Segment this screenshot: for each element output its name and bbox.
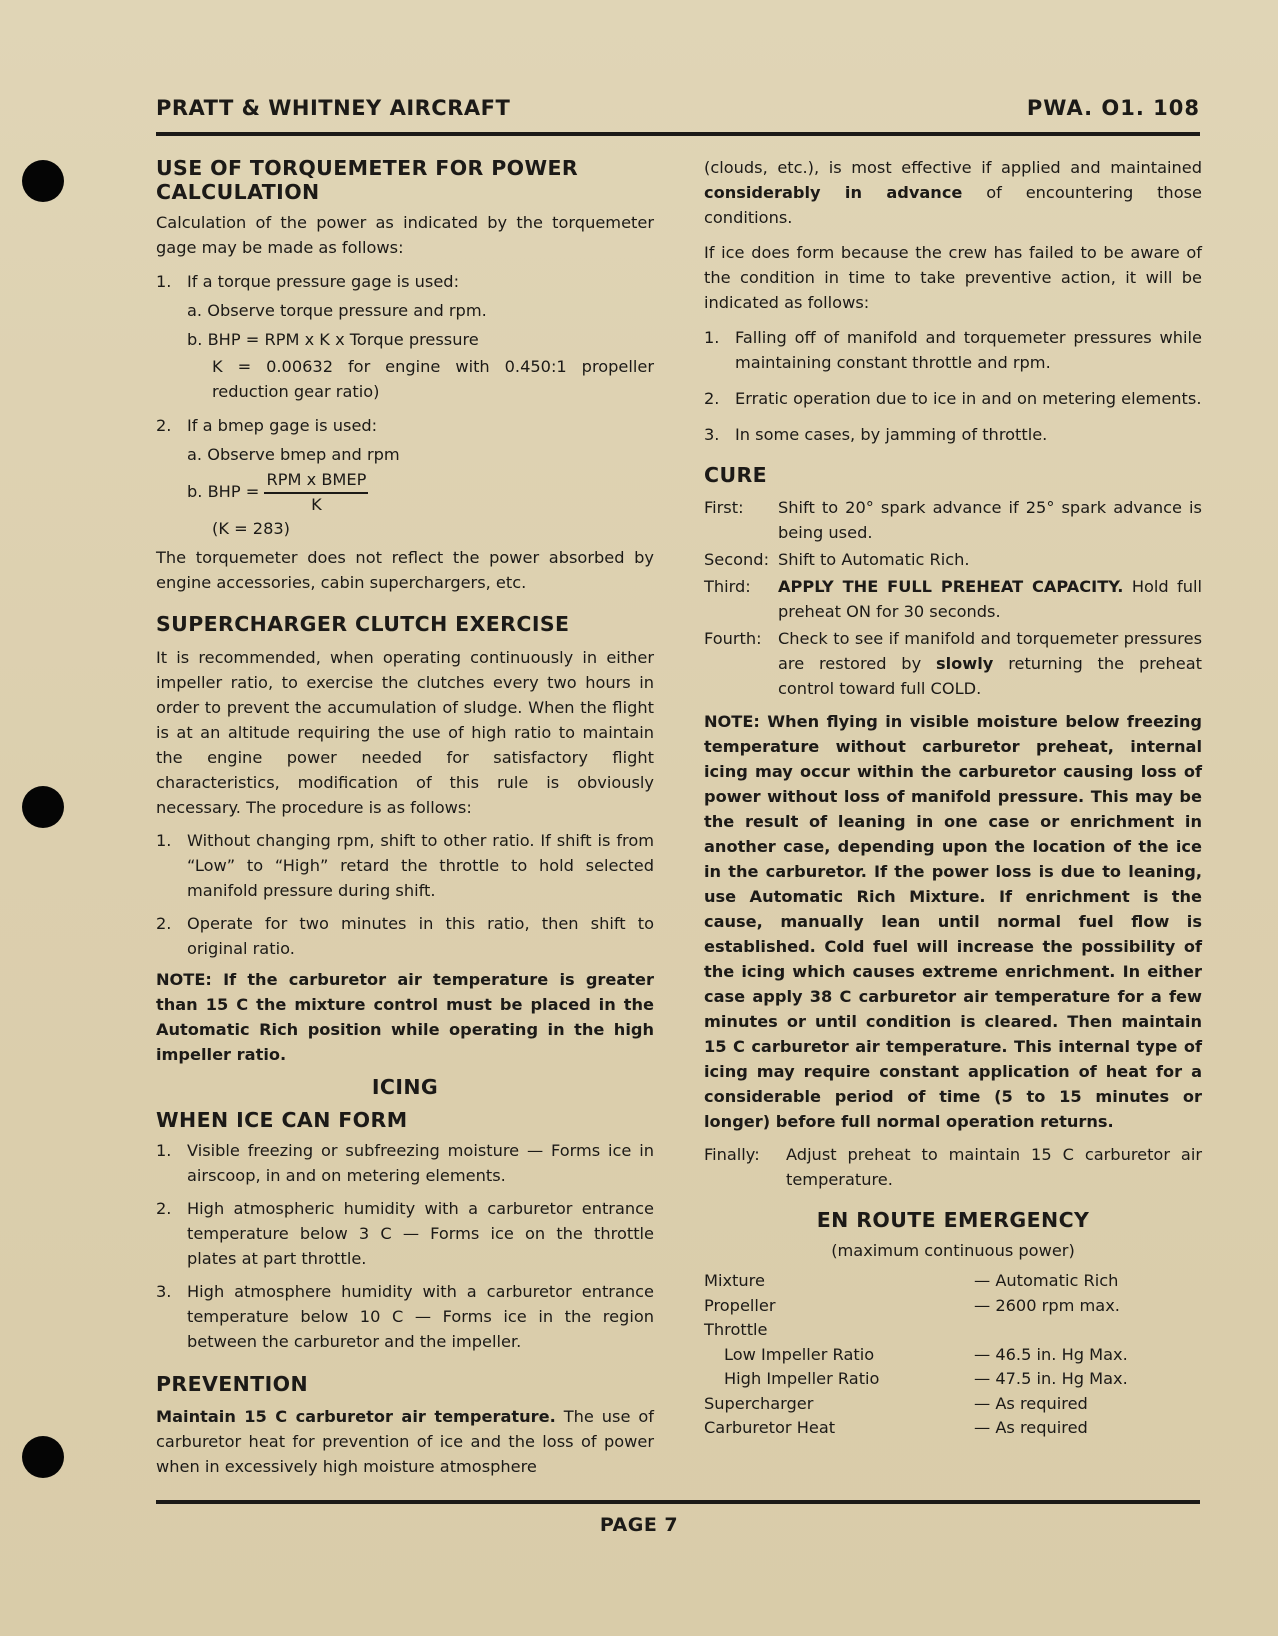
torquemeter-intro: Calculation of the power as indicated by the torquemeter gage may be made as follows: [156,213,654,257]
list-item: 3. In some cases, by jamming of throttle. [704,425,1048,444]
punch-hole [22,160,64,202]
clutch-note: NOTE: If the carburetor air temperature is greater than 15 C the mixture control must be placed in the Automatic Rich position while operating in the high impeller ratio. [156,970,654,1064]
header-company: PRATT & WHITNEY AIRCRAFT [156,96,511,120]
punch-hole [22,1436,64,1478]
table-row: Propeller — 2600 rpm max. [704,1295,1120,1315]
list-item: 2. Erratic operation due to ice in and on metering elements. [704,389,1202,408]
table-row: Low Impeller Ratio — 46.5 in. Hg Max. [724,1344,1128,1364]
clutch-heading: SUPERCHARGER CLUTCH EXERCISE [156,612,570,636]
cure-heading: CURE [704,463,768,487]
page-header [156,96,1200,136]
left-column [156,156,654,1479]
punch-hole [22,786,64,828]
list-item: 1. Without changing rpm, shift to other ratio. If shift is from “Low” to “High” retard the throttle to hold selected manifold pressure during shift. [156,831,654,900]
clutch-intro: It is recommended, when operating continuously in either impeller ratio, to exercise the clutches every two hours in order to prevent the accumulation of sludge. When the flight is at an altitude requiring the use of high ratio to maintain the engine power needed for satisfactory flight characteristics, modification of this rule is obviously necessary. The procedure is as follows: [156,648,654,817]
torquemeter-heading: USE OF TORQUEMETER FOR POWER CALCULATION [156,156,579,204]
table-row: High Impeller Ratio — 47.5 in. Hg Max. [724,1369,1128,1388]
list-item: 2. If a bmep gage is used: [156,416,378,435]
sub-item: a. Observe bmep and rpm [187,445,400,464]
page-number: PAGE 7 [599,1514,679,1536]
sub-item: b. BHP = RPM x K x Torque pressure [187,330,479,349]
sub-item: a. Observe torque pressure and rpm. [187,301,487,320]
list-item: 1. If a torque pressure gage is used: [156,272,460,291]
list-item: 2. High atmospheric humidity with a carburetor entrance temperature below 3 C — Forms ice on the throttle plates at part throttle. [156,1199,654,1268]
fraction: $\frac{\text{RPM x BMEP}}{K}$ [266,470,367,514]
table-row: Mixture — Automatic Rich [704,1271,1119,1290]
table-row: Carburetor Heat — As required [704,1418,1088,1437]
prevention-detect: If ice does form because the crew has failed to be aware of the condition in time to take preventive action, it will be indicated as follows: [704,243,1202,312]
prevention-text: Maintain 15 C carburetor air temperature. The use of carburetor heat for prevention of ice and the loss of power when in excessively high moisture atmosphere [156,1407,654,1476]
when-ice-heading: WHEN ICE CAN FORM [156,1108,408,1132]
cure-step-finally: Finally: Adjust preheat to maintain 15 C carburetor air temperature. [704,1145,1202,1189]
formula-k: (K = 283) [212,519,290,538]
icing-heading: ICING [371,1075,439,1099]
header-doc-number: PWA. O1. 108 [1026,96,1200,120]
cure-step-first: First: Shift to 20° spark advance if 25° spark advance is being used. [704,498,1202,542]
torquemeter-closing: The torquemeter does not reflect the power absorbed by engine accessories, cabin superchargers, etc. [156,548,654,592]
emergency-table [704,1269,1202,1441]
cure-step-third: Third: APPLY THE FULL PREHEAT CAPACITY. Hold full preheat ON for 30 seconds. [704,577,1202,621]
list-item: 1. Falling off of manifold and torquemeter pressures while maintaining constant throttle and rpm. [704,328,1202,372]
cure-step-fourth: Fourth: Check to see if manifold and torquemeter pressures are restored by slowly returning the preheat control toward full COLD. [704,629,1202,698]
prevention-heading: PREVENTION [156,1372,309,1396]
prevention-continued: (clouds, etc.), is most effective if applied and maintained considerably in advance of encountering those conditions. [704,158,1202,227]
cure-step-second: Second: Shift to Automatic Rich. [704,550,970,569]
table-row: Throttle [704,1320,768,1339]
sub-item-k: K = 0.00632 for engine with 0.450:1 propeller reduction gear ratio) [212,357,654,401]
right-column [704,155,1202,1441]
emergency-heading: EN ROUTE EMERGENCY [816,1208,1090,1232]
list-item: 1. Visible freezing or subfreezing moisture — Forms ice in airscoop, in and on metering elements. [156,1141,654,1185]
cure-note: NOTE: When flying in visible moisture below freezing temperature without carburetor preheat, internal icing may occur within the carburetor causing loss of power without loss of manifold pressure. This may be the result of leaning in one case or enrichment in another case, depending upon the location of the ice in the carburetor. If the power loss is due to leaning, use Automatic Rich Mixture. If enrichment is the cause, manually lean until normal fuel flow is established. Cold fuel will increase the possibility of the icing which causes extreme enrichment. In either case apply 38 C carburetor air temperature for a few minutes or until condition is cleared. Then maintain 15 C carburetor air temperature. This internal type of icing may require constant application of heat for a considerable period of time (5 to 15 minutes or longer) before full normal operation returns. [704,712,1202,1131]
list-item: 3. High atmosphere humidity with a carburetor entrance temperature below 10 C — Forms ice in the region between the carburetor and the impeller. [156,1282,654,1351]
list-item: 2. Operate for two minutes in this ratio, then shift to original ratio. [156,914,654,958]
footer-rule [156,1500,1200,1504]
table-row: Supercharger — As required [704,1393,1088,1413]
emergency-subtitle: (maximum continuous power) [831,1241,1075,1260]
formula: b. BHP = $\frac{\text{RPM x BMEP}}{K}$ [187,470,367,514]
